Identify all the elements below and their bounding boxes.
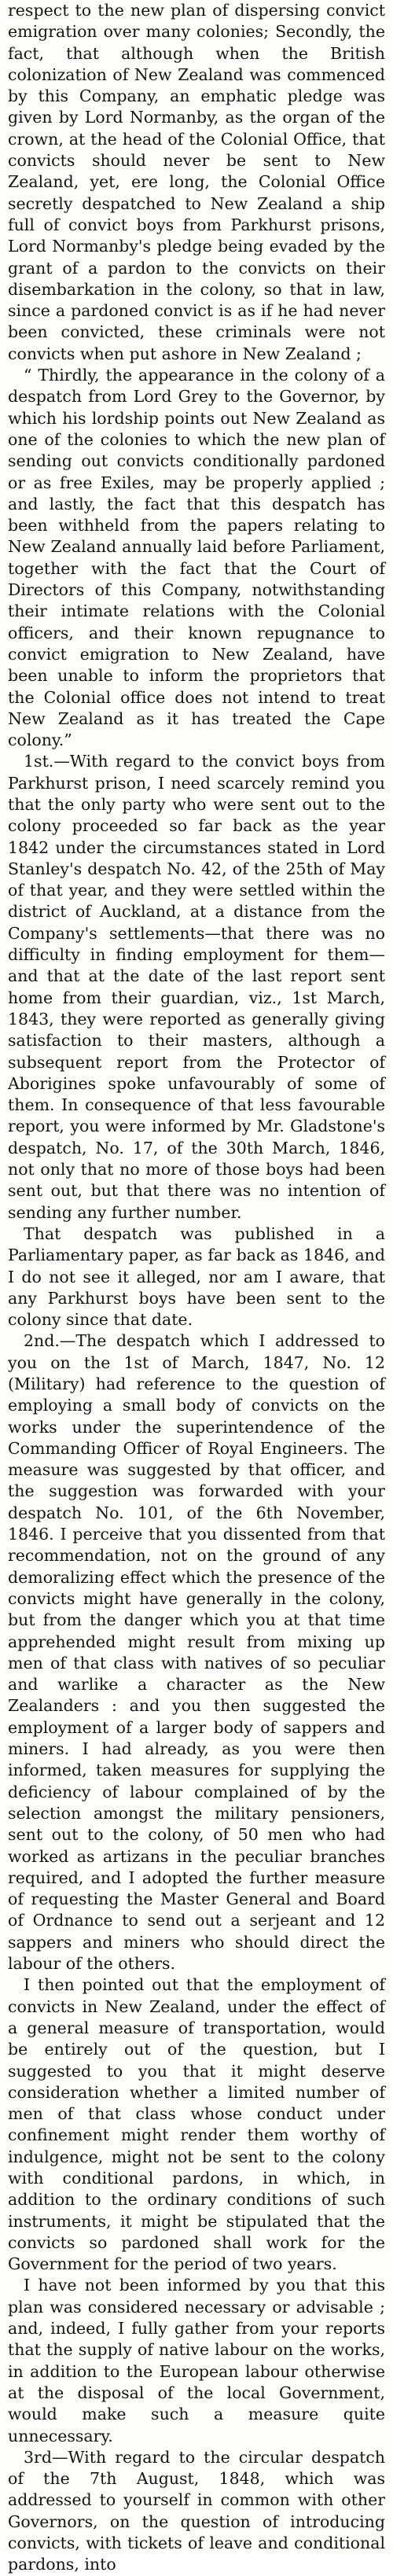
paragraph-thirdly-quote: “ Thirdly, the appearance in the colony of a despatch from Lord Grey to the Governor, by which his lordship points out New Zealand as one of the colonies to which the new plan of sending out convicts conditionally pardoned or as free Exiles, may be properly applied ; and lastly, the fact that this despatch has been withheld from the papers relating to New Zealand annually laid before Parliament, together with the fact that the Court of Directors of this Company, notwithstanding their intimate relations with the Colonial officers, and their known repugnance to convict emigration to New Zealand, have been unable to inform the proprietors that the Colonial office does not intend to treat New Zealand as it has treated the Cape colony.” xyxy=(8,366,385,750)
article-column xyxy=(8,0,385,2576)
paragraph-third-circular: 3rd—With regard to the circular despatch of the 7th August, 1848, which was addressed to yourself in common with other Governors, on the question of introducing convicts, with tickets of leave and conditional pardons, into xyxy=(8,2447,385,2574)
paragraph-secondly: respect to the new plan of dispersing convict emigration over many colonies; Secondly, the fact, that although when the British colonization of New Zealand was commenced by this Company, an emphatic pledge was given by Lord Normanby, as the organ of the crown, at the head of the Colonial Office, that convicts should never be sent to New Zealand, yet, ere long, the Colonial Office secretly despatched to New Zealand a ship full of convict boys from Parkhurst prisons, Lord Normanby's pledge being evaded by the grant of a pardon to the convicts on their disembarkation in the colony, so that in law, since a pardoned convict is as if he had never been convicted, these criminals were not convicts when put ashore in New Zealand ; xyxy=(8,1,385,363)
paragraph-native-labour: I have not been informed by you that this plan was considered necessary or advisable ; and, indeed, I fully gather from your reports that the supply of native labour on the works, in addition to the European labour otherwise at the disposal of the local Government, would make such a measure quite unnecessary. xyxy=(8,2276,385,2445)
paragraph-second-military: 2nd.—The despatch which I addressed to you on the 1st of March, 1847, No. 12 (Military) had reference to the question of employing a small body of convicts on the works under the superintendence of the Commanding Officer of Royal Engineers. The measure was suggested by that officer, and the suggestion was forwarded with your despatch No. 101, of the 6th November, 1846. I perceive that you dissented from that recommendation, not on the ground of any demoralizing effect which the presence of the convicts might have generally in the colony, but from the danger which you at that time apprehended might result from mixing up men of that class with natives of so peculiar and warlike a character as the New Zealanders : and you then suggested the employment of a larger body of sappers and miners. I had already, as you were then informed, taken measures for supplying the deficiency of labour complained of by the selection amongst the military pensioners, sent out to the colony, of 50 men who had worked as artizans in the peculiar branches required, and I adopted the further measure of requesting the Master General and Board of Ordnance to send out a serjeant and 12 sappers and miners who should direct the labour of the others. xyxy=(8,1331,385,1974)
paragraph-despatch-published: That despatch was published in a Parliamentary paper, as far back as 1846, and I do not see it alleged, nor am I aware, that any Parkhurst boys have been sent to the colony since that date. xyxy=(8,1224,385,1330)
paragraph-conditional-pardons: I then pointed out that the employment of convicts in New Zealand, under the effect of a general measure of transportation, would be entirely out of the question, but I suggested to you that it might deserve consideration whether a limited number of men of that class whose conduct under confinement might render them worthy of indulgence, might not be sent to the colony with conditional pardons, in which, in addition to the ordinary conditions of such instruments, it might be stipulated that the convicts so pardoned shall work for the Government for the period of two years. xyxy=(8,1975,385,2274)
paragraph-first-parkhurst: 1st.—With regard to the convict boys from Parkhurst prison, I need scarcely remind you that the only party who were sent out to the colony proceeded so far back as the year 1842 under the circumstances stated in Lord Stanley's despatch No. 42, of the 25th of May of that year, and they were settled within the district of Auckland, at a distance from the Company's settlements—that there was no difficulty in finding employment for them—and that at the date of the last report sent home from their guardian, viz., 1st March, 1843, they were reported as generally giving satisfaction to their masters, although a subsequent report from the Protector of Aborigines spoke unfavourably of some of them. In consequence of that less favourable report, you were informed by Mr. Gladstone's despatch, No. 17, of the 30th March, 1846, not only that no more of those boys had been sent out, but that there was no intention of sending any further number. xyxy=(8,752,385,1222)
